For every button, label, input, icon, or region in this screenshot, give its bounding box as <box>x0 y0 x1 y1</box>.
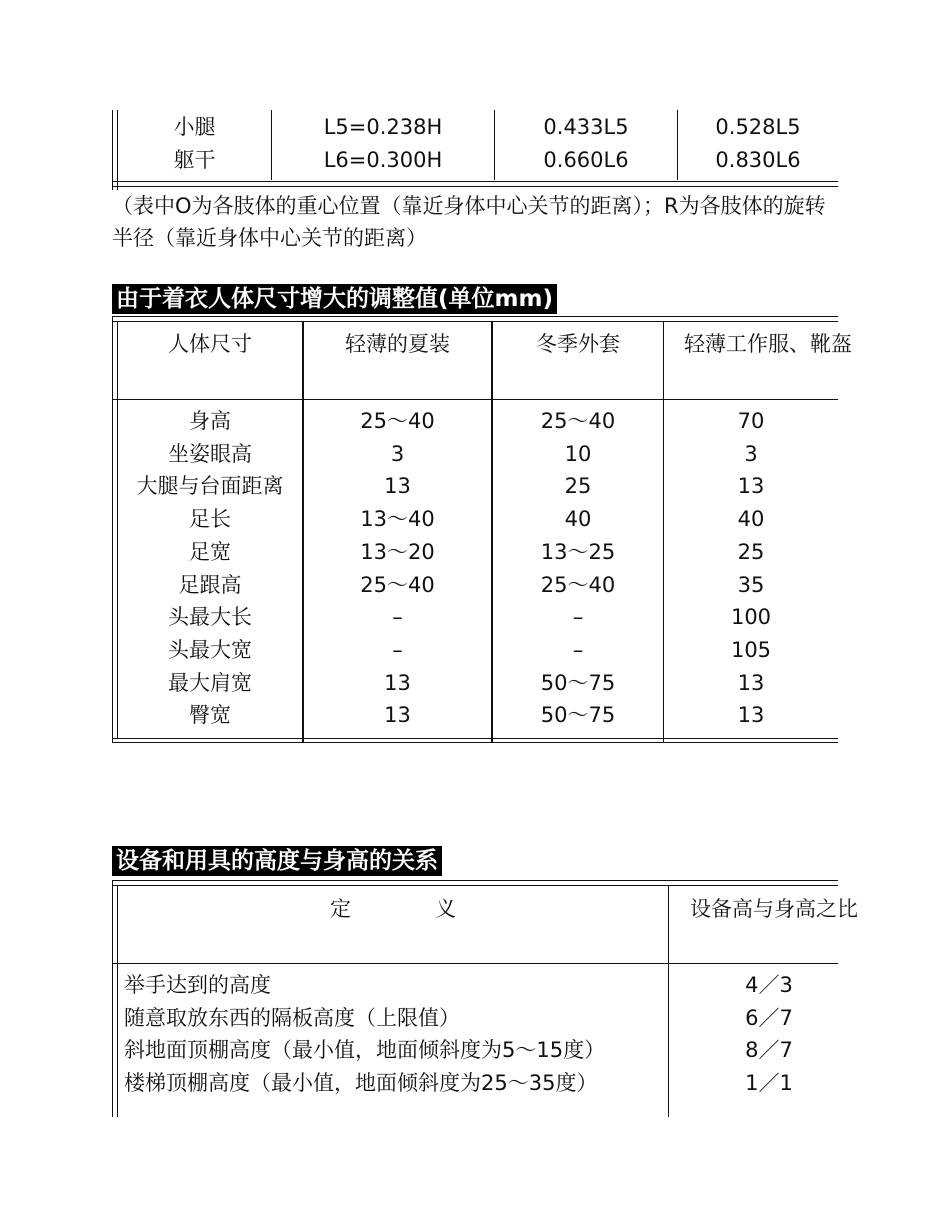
table-cell: 100 <box>730 605 772 630</box>
table-cell: 躯干 <box>173 148 216 172</box>
table-cell: 足长 <box>189 507 231 532</box>
table-cell: 最大肩宽 <box>168 670 252 695</box>
table-cell: 50～75 <box>540 703 616 728</box>
table-cell: – <box>572 637 584 662</box>
table-border-left <box>112 316 113 743</box>
table-cell: 4／3 <box>745 973 793 997</box>
table-cell: 13 <box>737 703 765 728</box>
table-cell: 105 <box>730 637 772 662</box>
table-cell: 头最大长 <box>168 605 252 630</box>
table-cell: 1／1 <box>745 1071 793 1096</box>
table-top-rule <box>112 316 838 317</box>
table-cell: 0.660L6 <box>543 148 629 172</box>
table-cell: 50～75 <box>540 670 616 695</box>
table-cell: – <box>392 637 403 662</box>
table-cell: 13 <box>384 670 411 695</box>
column-header: 设备高与身高之比 <box>690 897 858 921</box>
header-clip <box>669 893 858 959</box>
section-title: 设备和用具的高度与身高的关系 <box>112 846 442 876</box>
table-cell: 臀宽 <box>189 703 231 728</box>
table-cell: 13～40 <box>360 507 435 532</box>
column-header: 轻薄工作服、靴盔 <box>684 332 852 356</box>
column-header: 定 义 <box>330 897 456 921</box>
table-cell: 6／7 <box>745 1005 793 1030</box>
table-cell: 小腿 <box>173 115 216 139</box>
table-cell: L6=0.300H <box>323 148 443 172</box>
table-cell: 大腿与台面距离 <box>136 474 284 499</box>
table-border-left <box>112 110 113 190</box>
header-rule <box>112 963 838 964</box>
table-cell: 头最大宽 <box>168 637 252 662</box>
table-cell: 0.433L5 <box>543 115 629 139</box>
table-top-rule-inner <box>112 885 838 886</box>
table-bottom-rule-inner <box>112 186 838 187</box>
table-cell: – <box>392 605 403 630</box>
column-header: 人体尺寸 <box>168 332 252 356</box>
table-cell: 13 <box>384 703 411 728</box>
table-cell: 8／7 <box>745 1038 793 1063</box>
table-cell: 足宽 <box>189 539 231 564</box>
table-cell: 10 <box>564 441 592 466</box>
table-border-left <box>112 880 113 1117</box>
table-cell: 13～20 <box>360 539 435 564</box>
table-cell: 40 <box>564 507 592 532</box>
section-title: 由于着衣人体尺寸增大的调整值(单位mm) <box>112 284 557 314</box>
table-cell: 0.830L6 <box>715 148 801 172</box>
table-bottom-rule <box>112 181 838 182</box>
table-cell: 随意取放东西的隔板高度（上限值） <box>124 1005 460 1030</box>
table-bottom-rule <box>112 738 838 739</box>
column-header: 冬季外套 <box>536 332 620 356</box>
table-cell: 坐姿眼高 <box>168 441 252 466</box>
table-top-rule <box>112 880 838 881</box>
table-cell: L5=0.238H <box>323 115 443 139</box>
column-header: 轻薄的夏装 <box>345 332 450 356</box>
table-bottom-rule-inner <box>112 742 838 743</box>
table-cell: 25～40 <box>360 409 435 433</box>
table-cell: 35 <box>737 572 765 597</box>
table-cell: 身高 <box>189 409 231 433</box>
table-cell: 3 <box>390 441 405 466</box>
table-cell: 楼梯顶棚高度（最小值，地面倾斜度为25～35度） <box>124 1071 598 1096</box>
header-rule <box>112 399 838 400</box>
table-cell: 举手达到的高度 <box>124 973 271 997</box>
table-cell: 40 <box>737 507 765 532</box>
table-cell: 25 <box>564 474 592 499</box>
table-note: （表中O为各肢体的重心位置（靠近身体中心关节的距离）；R为各肢体的旋转半径（靠近身体中心关节的距离） <box>112 194 826 250</box>
table-cell: 3 <box>744 441 758 466</box>
table-cell: 70 <box>737 409 765 433</box>
table-cell: 斜地面顶棚高度（最小值，地面倾斜度为5～15度） <box>124 1038 606 1063</box>
table-cell: 25～40 <box>360 572 435 597</box>
table-cell: 13 <box>384 474 411 499</box>
table-top-rule-inner <box>112 321 838 322</box>
table-cell: 13 <box>737 474 765 499</box>
header-clip <box>664 328 852 396</box>
table-cell: 足跟高 <box>178 572 242 597</box>
table-cell: 13～25 <box>540 539 616 564</box>
table-cell: 25～40 <box>540 572 616 597</box>
table-cell: 25 <box>737 539 765 564</box>
table-cell: 13 <box>737 670 765 695</box>
table-cell: – <box>572 605 584 630</box>
table-cell: 0.528L5 <box>715 115 801 139</box>
table-cell: 25～40 <box>540 409 616 433</box>
